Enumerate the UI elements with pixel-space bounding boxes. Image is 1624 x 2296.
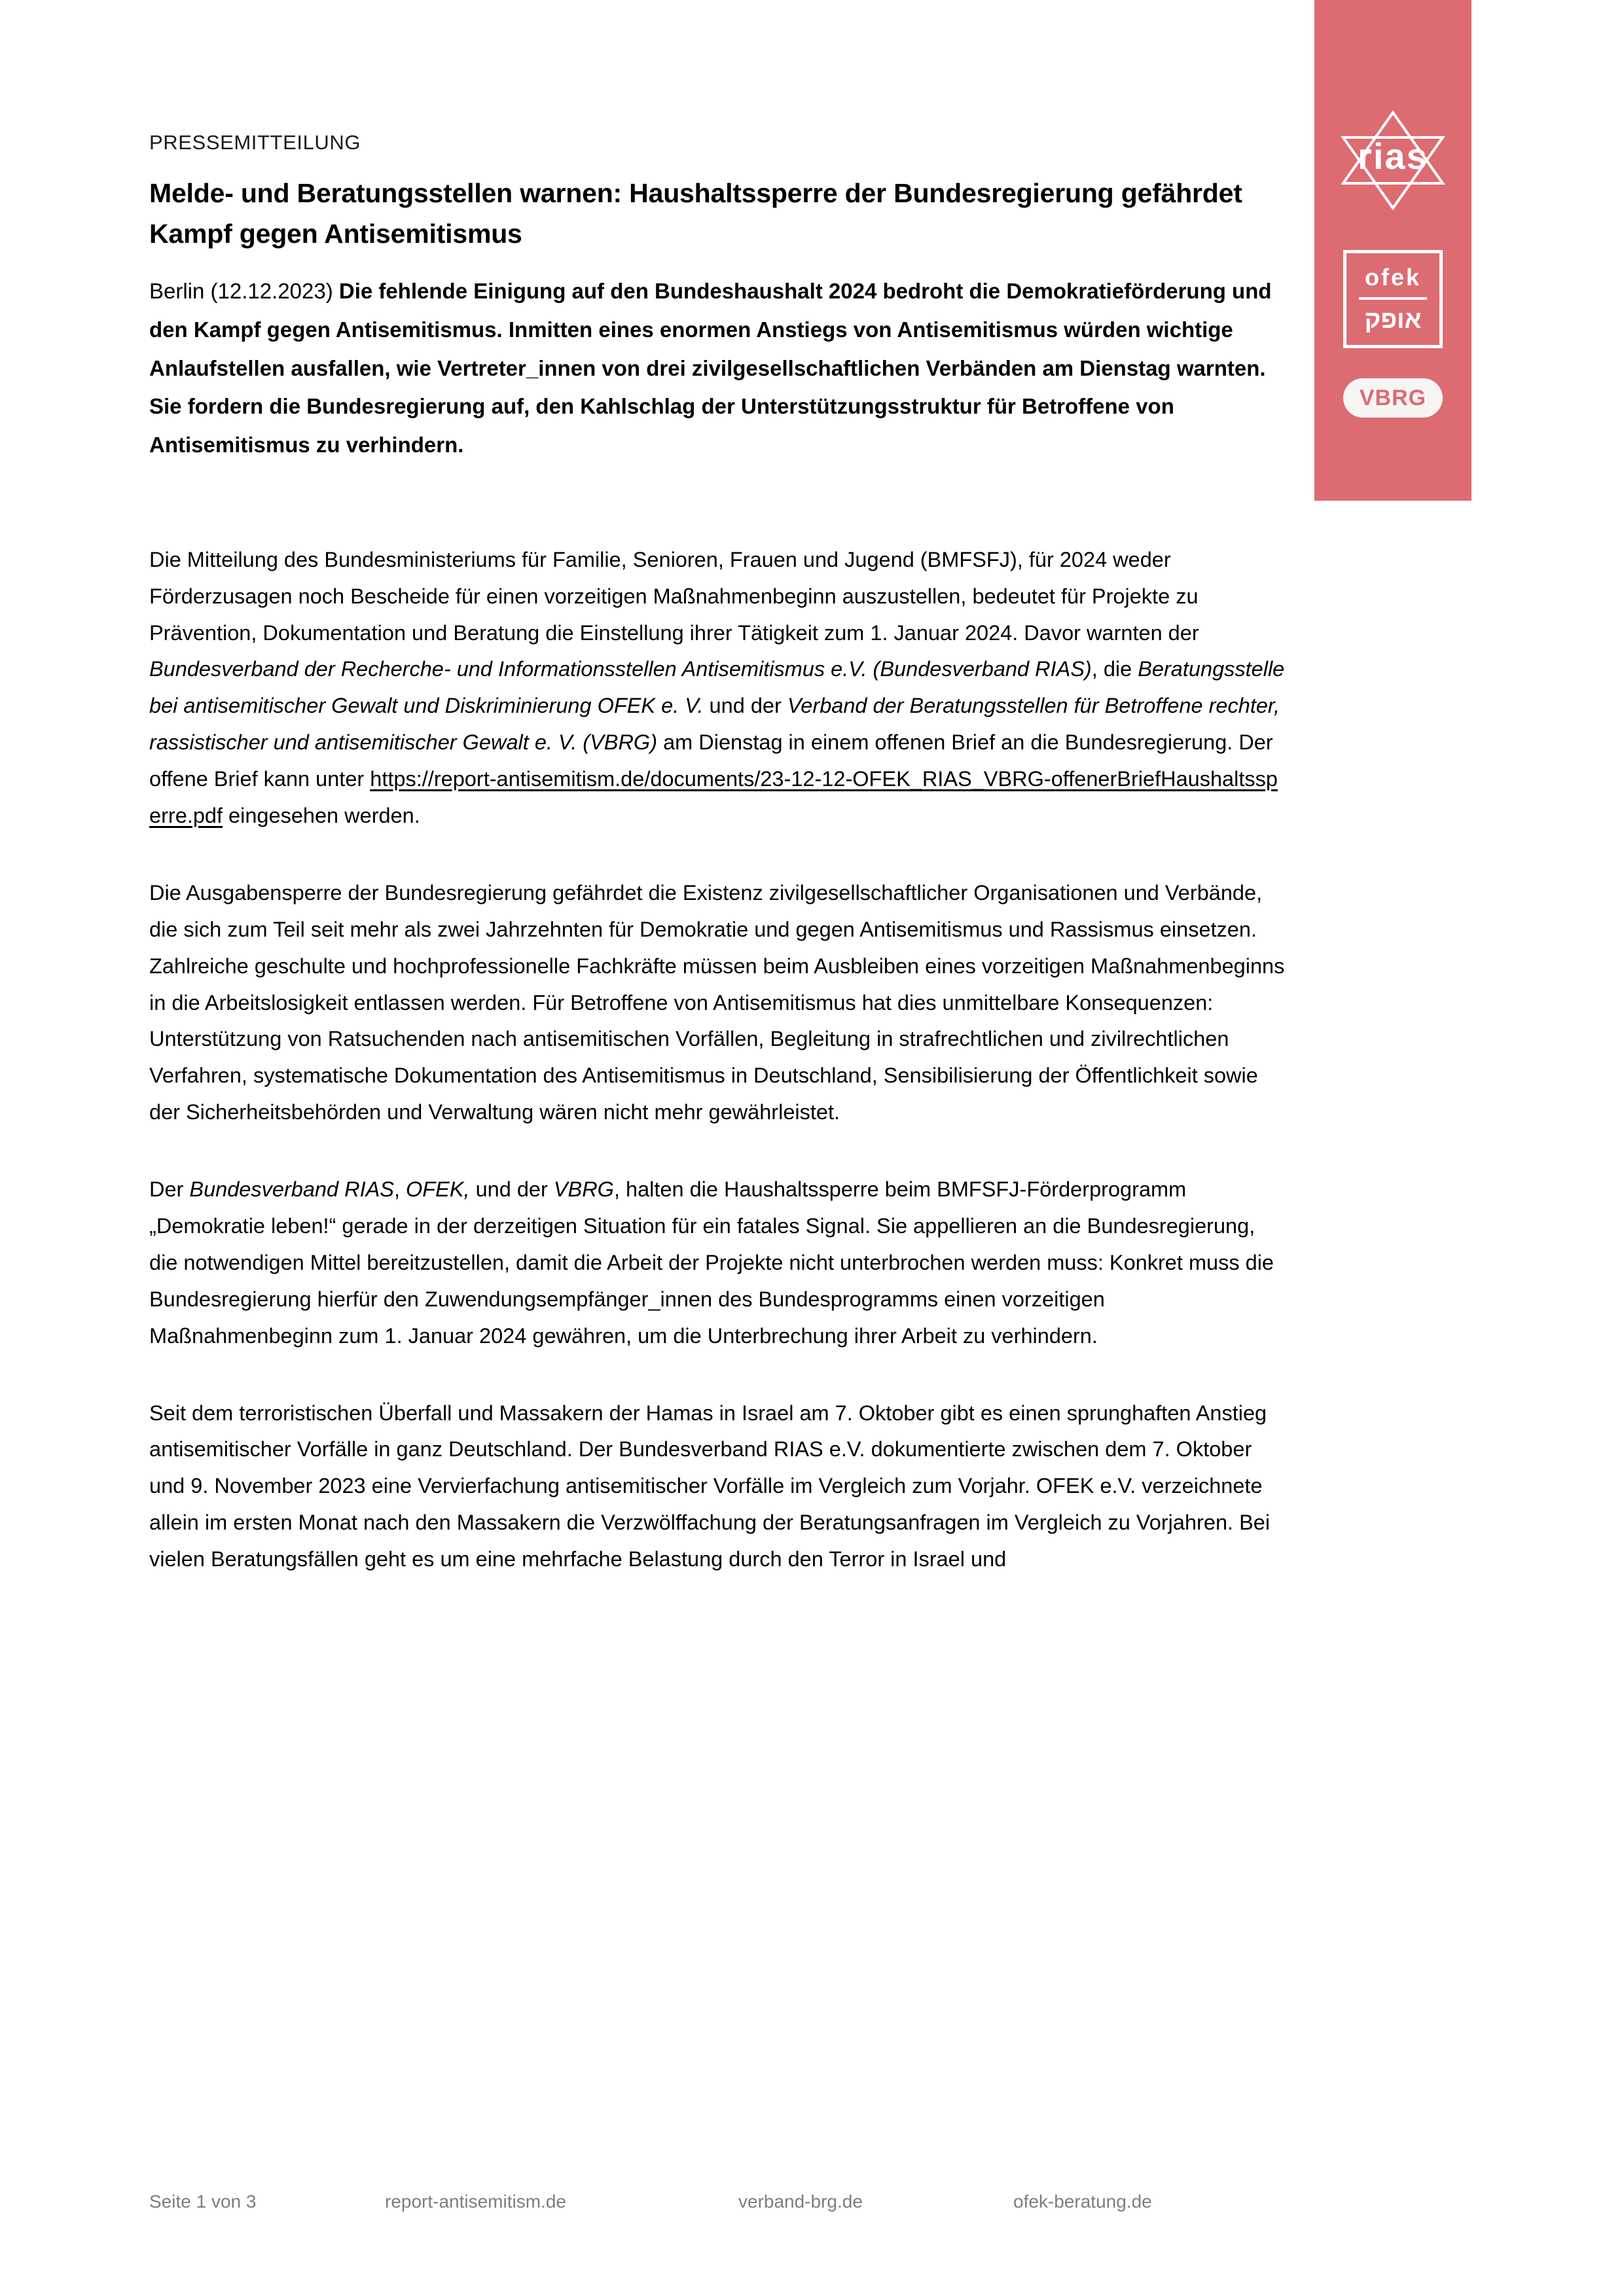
page-title: Melde- und Beratungsstellen warnen: Haushaltssperre der Bundesregierung gefährdet Kampf gegen Antisemitismus: [149, 178, 1242, 249]
footer-site-ofek[interactable]: ofek-beratung.de: [1013, 2191, 1152, 2212]
lead-text: Die fehlende Einigung auf den Bundeshaushalt 2024 bedroht die Demokratieförderung und den Kampf gegen Antisemitismus. Inmitten eines enormen Anstiegs von Antisemitismus würden wichtige Anlaufstellen ausfallen, wie Vertreter_innen von drei zivilgesellschaftlichen Verbänden am Dienstag warnten. Sie fordern die Bundesregierung auf, den Kahlschlag der Unterstützungsstruktur für Betroffene von Antisemitismus zu verhindern.: [149, 279, 1272, 457]
body-paragraph-1: [149, 542, 1288, 834]
p3-org-ofek: OFEK,: [406, 1177, 470, 1202]
rias-star-of-david-icon: [1338, 106, 1448, 216]
p3-segment-d: , halten die Haushaltssperre beim BMFSFJ-Förderprogramm „Demokratie leben!“ gerade in der derzeitigen Situation für ein fatales Signal. Sie appellieren an die Bundesregierung, die notwendigen Mittel bereitzustellen, damit die Arbeit der Projekte nicht unterbrochen werden muss: Konkret muss die Bundesregierung hierfür den Zuwendungsempfänger_innen des Bundesprogramms einen vorzeitigen Maßnahmenbeginn zum 1. Januar 2024 gewähren, um die Unterbrechung ihrer Arbeit zu verhindern.: [149, 1177, 1274, 1348]
p3-segment-c: und der: [469, 1177, 554, 1202]
ofek-logo: [1343, 250, 1443, 348]
p1-segment-c: und der: [703, 694, 787, 718]
footer-site-rias[interactable]: report-antisemitism.de: [385, 2191, 566, 2212]
p1-org-ofek: Beratungsstelle bei antisemitischer Gewalt und Diskriminierung OFEK e. V.: [149, 657, 1285, 718]
vbrg-wordmark: VBRG: [1359, 385, 1427, 410]
document-content: [149, 0, 1288, 1600]
p3-segment-a: Der: [149, 1177, 190, 1202]
page-footer: [149, 2191, 1288, 2212]
lead-paragraph: [149, 272, 1288, 465]
rias-logo: [1338, 106, 1448, 216]
p1-org-rias: Bundesverband der Recherche- und Informationsstellen Antisemitismus e.V. (Bundesverband RIAS): [149, 657, 1092, 681]
footer-site-vbrg[interactable]: verband-brg.de: [738, 2191, 863, 2212]
body-paragraph-2: Die Ausgabensperre der Bundesregierung gefährdet die Existenz zivilgesellschaftlicher Organisationen und Verbände, die sich zum Teil seit mehr als zwei Jahrzehnten für Demokratie und gegen Antisemitismus und Rassismus einsetzen. Zahlreiche geschulte und hochprofessionelle Fachkräfte müssen beim Ausbleiben eines vorzeitigen Maßnahmenbeginns in die Arbeitslosigkeit entlassen werden. Für Betroffene von Antisemitismus hat dies unmittelbare Konsequenzen: Unterstützung von Ratsuchenden nach antisemitischen Vorfällen, Begleitung in strafrechtlichen und zivilrechtlichen Verfahren, systematische Dokumentation des Antisemitismus in Deutschland, Sensibilisierung der Öffentlichkeit sowie der Sicherheitsbehörden und Verwaltung wären nicht mehr gewährleistet.: [149, 880, 1285, 1124]
body-paragraph-4: Seit dem terroristischen Überfall und Massakern der Hamas in Israel am 7. Oktober gibt es einen sprunghaften Anstieg antisemitischer Vorfälle in ganz Deutschland. Der Bundesverband RIAS e.V. dokumentierte zwischen dem 7. Oktober und 9. November 2023 eine Vervierfachung antisemitischer Vorfälle im Vergleich zum Vorjahr. OFEK e.V. verzeichnete allein im ersten Monat nach den Massakern die Verzwölffachung der Beratungsanfragen im Vergleich zu Vorjahren. Bei vielen Beratungsfällen geht es um eine mehrfache Belastung durch den Terror in Israel und: [149, 1401, 1271, 1571]
ofek-wordmark-hebrew: אופק: [1364, 306, 1422, 334]
p1-org-vbrg: Verband der Beratungsstellen für Betroffene rechter, rassistischer und antisemitischer Gewalt e. V. (VBRG): [149, 694, 1280, 755]
body-paragraph-3: [149, 1172, 1288, 1354]
open-letter-link[interactable]: https://report-antisemitism.de/documents/23-12-12-OFEK_RIAS_VBRG-offenerBriefHaushaltssperre.pdf: [149, 767, 1278, 827]
p3-org-rias: Bundesverband RIAS: [189, 1177, 394, 1202]
p1-segment-e: eingesehen werden.: [223, 804, 420, 827]
page-number: Seite 1 von 3: [149, 2191, 257, 2212]
p3-segment-b: ,: [393, 1177, 406, 1202]
p1-segment-a: Die Mitteilung des Bundesministeriums für Familie, Senioren, Frauen und Jugend (BMFSFJ), für 2024 weder Förderzusagen noch Bescheide für einen vorzeitigen Maßnahmenbeginn auszustellen, bedeutet für Projekte zu Prävention, Dokumentation und Beratung die Einstellung ihrer Tätigkeit zum 1. Januar 2024. Davor warnten der: [149, 547, 1199, 645]
ofek-wordmark-latin: ofek: [1364, 264, 1422, 291]
logo-bar: [1314, 0, 1471, 501]
p1-segment-b: , die: [1091, 657, 1138, 681]
vbrg-logo: [1343, 378, 1443, 418]
p1-segment-d: am Dienstag in einem offenen Brief an die Bundesregierung. Der offene Brief kann unter: [149, 730, 1273, 791]
p3-org-vbrg: VBRG: [553, 1177, 614, 1202]
dateline: Berlin (12.12.2023): [149, 279, 339, 304]
rias-wordmark: rias: [1358, 135, 1428, 177]
kicker-label: PRESSEMITTEILUNG: [149, 131, 361, 154]
